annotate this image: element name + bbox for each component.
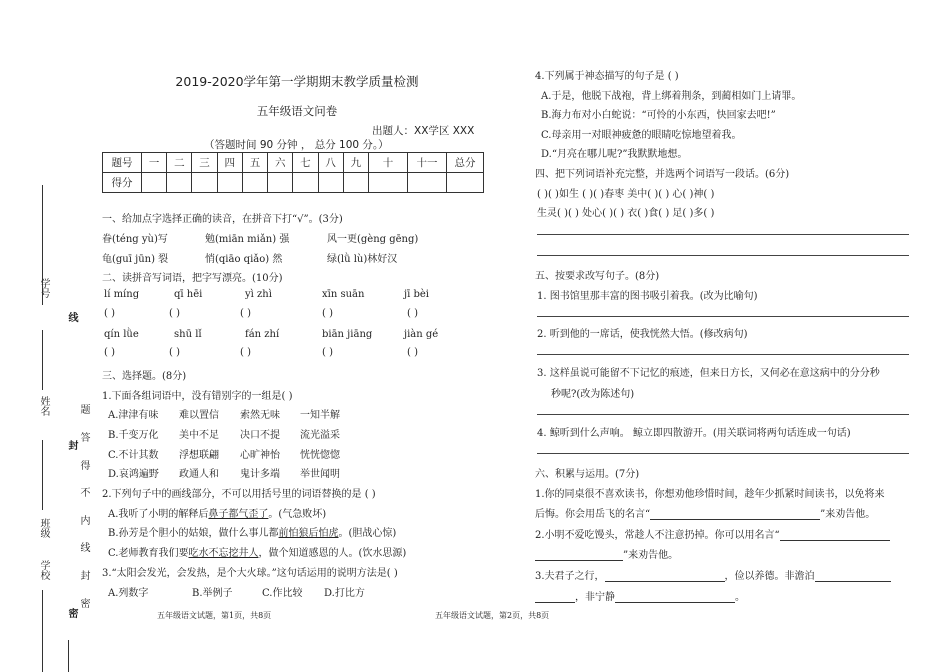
score-header-cell: 总分 <box>447 153 484 173</box>
score-header-cell: 六 <box>268 153 293 173</box>
option-word: 流光溢采 <box>300 430 340 441</box>
line-char: 线 <box>66 312 77 322</box>
fill-blank[interactable] <box>615 591 735 603</box>
score-cell[interactable] <box>217 173 242 193</box>
score-cell[interactable] <box>408 173 447 193</box>
score-cell[interactable] <box>318 173 343 193</box>
option-line <box>108 505 326 520</box>
fill-blank[interactable] <box>605 570 725 582</box>
question-text: 2. 听到他的一席话，使我恍然大悟。(修改病句) <box>537 329 748 340</box>
pinyin-prompt: qī hēi <box>174 289 203 300</box>
score-cell[interactable] <box>192 173 217 193</box>
no-answer-char: 封 <box>78 570 89 580</box>
answer-line[interactable] <box>537 354 909 355</box>
section6-title: 六、积累与运用。(7分) <box>535 469 640 480</box>
option-word: 举世闻明 <box>300 469 340 480</box>
answer-line[interactable] <box>537 234 909 235</box>
option-word: B.千变万化 <box>108 430 159 441</box>
fill-blank[interactable] <box>535 591 575 603</box>
question-text: 。 <box>735 592 745 603</box>
question-line <box>535 588 745 603</box>
score-cell[interactable] <box>293 173 318 193</box>
idiom-row[interactable]: ( )( )如生 ( )( )春枣 美中( )( ) 心( )神( ) <box>537 189 715 200</box>
pinyin-prompt: jī bèi <box>404 289 429 300</box>
option-word: 索然无味 <box>240 410 280 421</box>
binding-line <box>42 440 43 510</box>
option-word: A.津津有味 <box>108 410 159 421</box>
binding-line <box>42 590 43 672</box>
answer-paren[interactable]: ( ) <box>104 308 115 319</box>
no-answer-char: 得 <box>78 460 89 470</box>
school-label: 学校 <box>38 560 49 580</box>
underlined-phrase: 吃水不忘挖井人 <box>188 548 259 559</box>
score-table <box>102 152 484 193</box>
pinyin-item: 龟(guī jūn) 裂 <box>102 254 169 265</box>
score-header-cell: 四 <box>217 153 242 173</box>
footer-left: 五年级语文试题，第1页，共8页 <box>157 611 272 620</box>
option-word: 恍恍惚惚 <box>300 450 340 461</box>
score-table-score-row <box>103 173 484 193</box>
score-cell[interactable] <box>369 173 408 193</box>
class-label: 班级 <box>38 518 49 538</box>
score-cell[interactable] <box>242 173 267 193</box>
pinyin-prompt: xīn suān <box>322 289 365 300</box>
dense-char: 密 <box>66 608 77 618</box>
question-text: 4. 鲸听到什么声响。 鲸立即四散游开。(用关联词将两句话连成一句话) <box>537 428 851 439</box>
exam-title: 2019-2020学年第一学期期末教学质量检测 <box>175 74 419 89</box>
score-header-cell: 题号 <box>103 153 142 173</box>
question-text: 1. 图书馆里那丰富的图书吸引着我。(改为比喻句) <box>537 291 758 302</box>
option-choice: A.列数字 <box>108 588 149 599</box>
answer-line[interactable] <box>537 255 909 256</box>
fill-blank[interactable] <box>815 570 891 582</box>
section2-title: 二、读拼音写词语，把字写漂亮。(10分) <box>102 273 283 284</box>
pinyin-prompt: jiàn gé <box>404 329 439 340</box>
question-line <box>535 505 875 520</box>
pinyin-prompt: fán zhí <box>245 329 280 340</box>
question-text: 秒呢?(改为陈述句) <box>551 389 635 400</box>
no-answer-char: 密 <box>78 598 89 608</box>
question-text: ，非宁静 <box>575 592 615 603</box>
answer-paren[interactable]: ( ) <box>407 347 418 358</box>
answer-paren[interactable]: ( ) <box>322 308 333 319</box>
question-line <box>535 567 891 582</box>
option-word: D.哀鸿遍野 <box>108 469 159 480</box>
pinyin-prompt: biān jiāng <box>322 329 373 340</box>
question-text: 3.“太阳会发光，会发热，是个大火球。”这句话运用的说明方法是( ) <box>102 568 398 579</box>
section4-title: 四、把下列词语补充完整，并选两个词语写一段话。(6分) <box>535 169 790 180</box>
pinyin-item: 悄(qiāo qiǎo) 然 <box>205 254 283 265</box>
score-header-cell: 三 <box>192 153 217 173</box>
option-suffix: 。(胆战心惊) <box>338 528 397 539</box>
section1-title: 一、给加点字选择正确的读音，在拼音下打“√”。(3分) <box>102 214 343 225</box>
option-word: 浮想联翩 <box>179 450 219 461</box>
answer-paren[interactable]: ( ) <box>240 308 251 319</box>
question-text: ”来劝告他。 <box>623 550 679 561</box>
pinyin-prompt: shū lǐ <box>174 329 202 340</box>
no-answer-char: 内 <box>78 515 89 525</box>
score-cell[interactable] <box>142 173 167 193</box>
option-line: B.海力布对小白蛇说：“可怜的小东西，快回家去吧!” <box>541 110 776 121</box>
score-header-cell: 五 <box>242 153 267 173</box>
answer-paren[interactable]: ( ) <box>169 347 180 358</box>
option-word: 一知半解 <box>300 410 340 421</box>
answer-line[interactable] <box>537 453 909 454</box>
option-word: 决口不提 <box>240 430 280 441</box>
question-text: 后悔。你会用岳飞的名言“ <box>535 509 651 520</box>
seal-char: 封 <box>66 440 77 450</box>
pinyin-prompt: lí míng <box>104 289 140 300</box>
option-prefix: A.我听了小明的解释后 <box>108 509 209 520</box>
score-cell[interactable] <box>343 173 368 193</box>
option-suffix: ，做个知道感恩的人。(饮水思源) <box>258 548 407 559</box>
question-text: 3.夫君子之行， <box>535 571 605 582</box>
idiom-row[interactable]: 生灵( )( ) 处心( )( ) 衣( )食( ) 足( )多( ) <box>537 208 715 219</box>
answer-line[interactable] <box>537 414 909 415</box>
option-choice: B.举例子 <box>192 588 233 599</box>
question-text: ，俭以养德。非澹泊 <box>724 571 815 582</box>
option-suffix: 。(气急败坏) <box>268 509 327 520</box>
option-line: A.于是，他脱下战袍，背上绑着荆条，到蔺相如门上请罪。 <box>541 91 802 102</box>
question-text: 2.小明不爱吃馒头，常趁人不注意扔掉。你可以用名言“ <box>535 530 780 541</box>
time-note: （答题时间 90 分钟 ， 总分 100 分。） <box>204 139 389 151</box>
answer-paren[interactable]: ( ) <box>322 347 333 358</box>
fill-blank[interactable] <box>650 508 820 520</box>
answer-paren[interactable]: ( ) <box>169 308 180 319</box>
score-cell[interactable] <box>447 173 484 193</box>
score-header-cell: 二 <box>167 153 192 173</box>
no-answer-char: 不 <box>78 487 89 497</box>
answer-line[interactable] <box>537 316 909 317</box>
question-line <box>535 526 890 541</box>
fill-blank[interactable] <box>780 529 890 541</box>
pinyin-prompt: qín lǜe <box>104 329 139 340</box>
pinyin-prompt: yì zhì <box>245 289 272 300</box>
option-line <box>108 544 406 559</box>
score-header-cell: 八 <box>318 153 343 173</box>
answer-paren[interactable]: ( ) <box>240 347 251 358</box>
question-text: 4.下列属于神态描写的句子是 ( ) <box>535 71 679 82</box>
option-word: 美中不足 <box>179 430 219 441</box>
question-text: 2.下列句子中的画线部分，不可以用括号里的词语替换的是 ( ) <box>102 489 376 500</box>
score-row-label: 得分 <box>103 173 142 193</box>
score-cell[interactable] <box>167 173 192 193</box>
option-line: C.母亲用一对眼神疲惫的眼睛吃惊地望着我。 <box>541 130 742 141</box>
question-text: ”来劝告他。 <box>820 509 876 520</box>
exam-subtitle: 五年级语文问卷 <box>256 104 338 118</box>
name-label: 姓名 <box>38 396 49 416</box>
no-answer-char: 线 <box>78 542 89 552</box>
page-left <box>102 0 492 672</box>
option-prefix: C.老师教育我们要 <box>108 548 189 559</box>
pinyin-item: 绿(lǜ lù)林好汉 <box>327 254 398 265</box>
exam-author: 出题人：XX学区 XXX <box>372 125 475 137</box>
option-choice: D.打比方 <box>324 588 365 599</box>
binding-line <box>68 640 69 672</box>
score-header-cell: 十一 <box>408 153 447 173</box>
option-word: 鬼计多端 <box>240 469 280 480</box>
option-choice: C.作比较 <box>262 588 303 599</box>
option-line <box>108 524 396 539</box>
question-text: 3. 这样虽说可能留不下记忆的痕迹，但来日方长，又何必在意这病中的分分秒 <box>537 368 880 379</box>
option-word: 政通人和 <box>179 469 219 480</box>
option-line: D.“月亮在哪儿呢?”我默默地想。 <box>541 149 688 160</box>
binding-strip <box>0 0 95 672</box>
footer-right: 五年级语文试题，第2页，共8页 <box>435 611 550 620</box>
student-id-label: 学号 <box>38 278 49 298</box>
question-text: 1.你的同桌很不喜欢读书，你想劝他珍惜时间，趁年少抓紧时间读书，以免将来 <box>535 489 885 500</box>
score-cell[interactable] <box>268 173 293 193</box>
section3-title: 三、选择题。(8分) <box>102 371 187 382</box>
underlined-phrase: 前怕狼后怕虎 <box>278 528 339 539</box>
section5-title: 五、按要求改写句子。(8分) <box>535 271 660 282</box>
no-answer-char: 答 <box>78 432 89 442</box>
pinyin-item: 眷(téng yù)写 <box>102 234 168 245</box>
pinyin-item: 风一更(gèng gēng) <box>327 234 419 245</box>
option-prefix: B.孙芳是个胆小的姑娘，做什么事儿都 <box>108 528 279 539</box>
question-line <box>535 546 678 561</box>
answer-paren[interactable]: ( ) <box>407 308 418 319</box>
underlined-phrase: 鼻子都气歪了 <box>208 509 269 520</box>
option-word: C.不计其数 <box>108 450 159 461</box>
option-word: 难以置信 <box>179 410 219 421</box>
score-header-cell: 七 <box>293 153 318 173</box>
binding-line <box>42 330 43 390</box>
question-text: 1.下面各组词语中，没有错别字的一组是( ) <box>102 391 293 402</box>
no-answer-char: 题 <box>78 404 89 414</box>
answer-paren[interactable]: ( ) <box>104 347 115 358</box>
score-header-cell: 十 <box>369 153 408 173</box>
score-table-header-row <box>103 153 484 173</box>
fill-blank[interactable] <box>535 549 623 561</box>
score-header-cell: 九 <box>343 153 368 173</box>
option-word: 心旷神怡 <box>240 450 280 461</box>
score-header-cell: 一 <box>142 153 167 173</box>
pinyin-item: 勉(miān miǎn) 强 <box>205 234 290 245</box>
